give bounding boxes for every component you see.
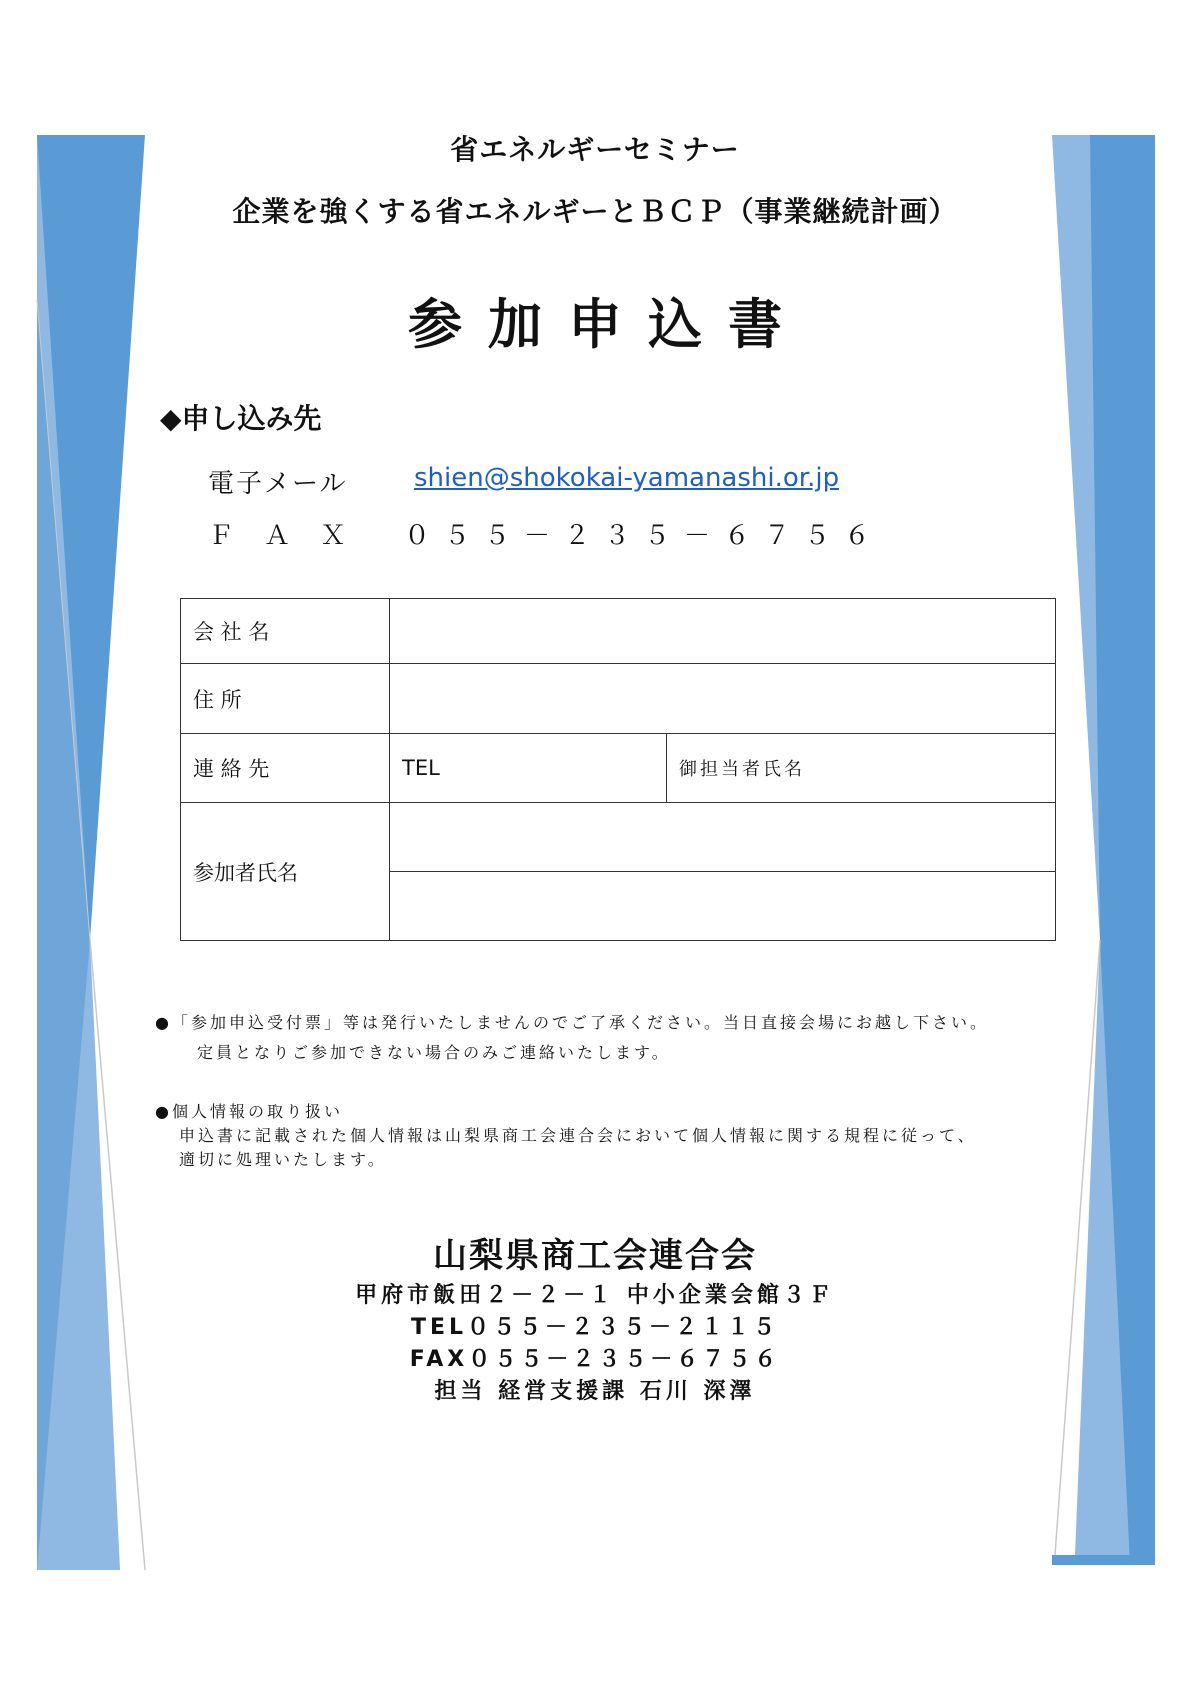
email-label: 電子メール [208, 469, 348, 499]
event-name: 省エネルギーセミナー [450, 133, 740, 166]
seminar-subtitle: 企業を強くする省エネルギーとＢＣＰ（事業継続計画） [232, 195, 958, 228]
contact-label [181, 734, 390, 803]
note-privacy-heading: ●個人情報の取り扱い [155, 1102, 343, 1121]
note-receipt [155, 1008, 989, 1068]
company-field[interactable] [390, 599, 1056, 664]
address-label [181, 664, 390, 734]
note-privacy-line1: 申込書に記載された個人情報は山梨県商工会連合会において個人情報に関する規程に従って、 [179, 1126, 977, 1145]
participants-label-text: 参加者氏名 [193, 860, 298, 885]
organization-name: 山梨県商工会連合会 [433, 1236, 757, 1276]
fax-number: ０５５－２３５－６７５６ [404, 521, 885, 551]
note-receipt-line2: 定員となりご参加できない場合のみご連絡いたします。 [197, 1043, 671, 1062]
note-receipt-line1: ●「参加申込受付票」等は発行いたしませんのでご了承ください。当日直接会場にお越し下さい。 [155, 1013, 989, 1032]
right-panel-base [1052, 1555, 1155, 1565]
address-field[interactable] [390, 664, 1056, 734]
address-label-text: 住 所 [193, 687, 242, 712]
organization-address: 甲府市飯田２－２－１ 中小企業会館３Ｆ [355, 1283, 835, 1308]
company-label [181, 599, 390, 664]
organization-fax: FAX０５５－２３５－６７５６ [409, 1347, 781, 1372]
company-label-text: 会 社 名 [193, 620, 270, 644]
organization-staff: 担当 経営支援課 石川 深澤 [434, 1379, 756, 1404]
tel-label: TEL [402, 756, 440, 780]
participant-field-1[interactable] [390, 803, 1056, 872]
application-form [180, 598, 1056, 941]
person-field[interactable] [667, 734, 1056, 803]
person-label: 御担当者氏名 [679, 759, 805, 780]
participants-label [181, 803, 390, 941]
participant-field-2[interactable] [390, 872, 1056, 941]
fax-label: ＦＡＸ [208, 521, 377, 551]
contact-label-text: 連 絡 先 [193, 757, 270, 781]
tel-field[interactable] [390, 734, 667, 803]
destination-heading: ◆申し込み先 [160, 402, 322, 435]
organization-tel: TEL０５５－２３５－２１１５ [410, 1315, 780, 1340]
page-title: 参加申込書 [408, 293, 808, 356]
email-link[interactable]: shien@shokokai-yamanashi.or.jp [414, 463, 840, 493]
note-privacy-line2: 適切に処理いたします。 [179, 1150, 387, 1169]
note-privacy [155, 1100, 977, 1172]
